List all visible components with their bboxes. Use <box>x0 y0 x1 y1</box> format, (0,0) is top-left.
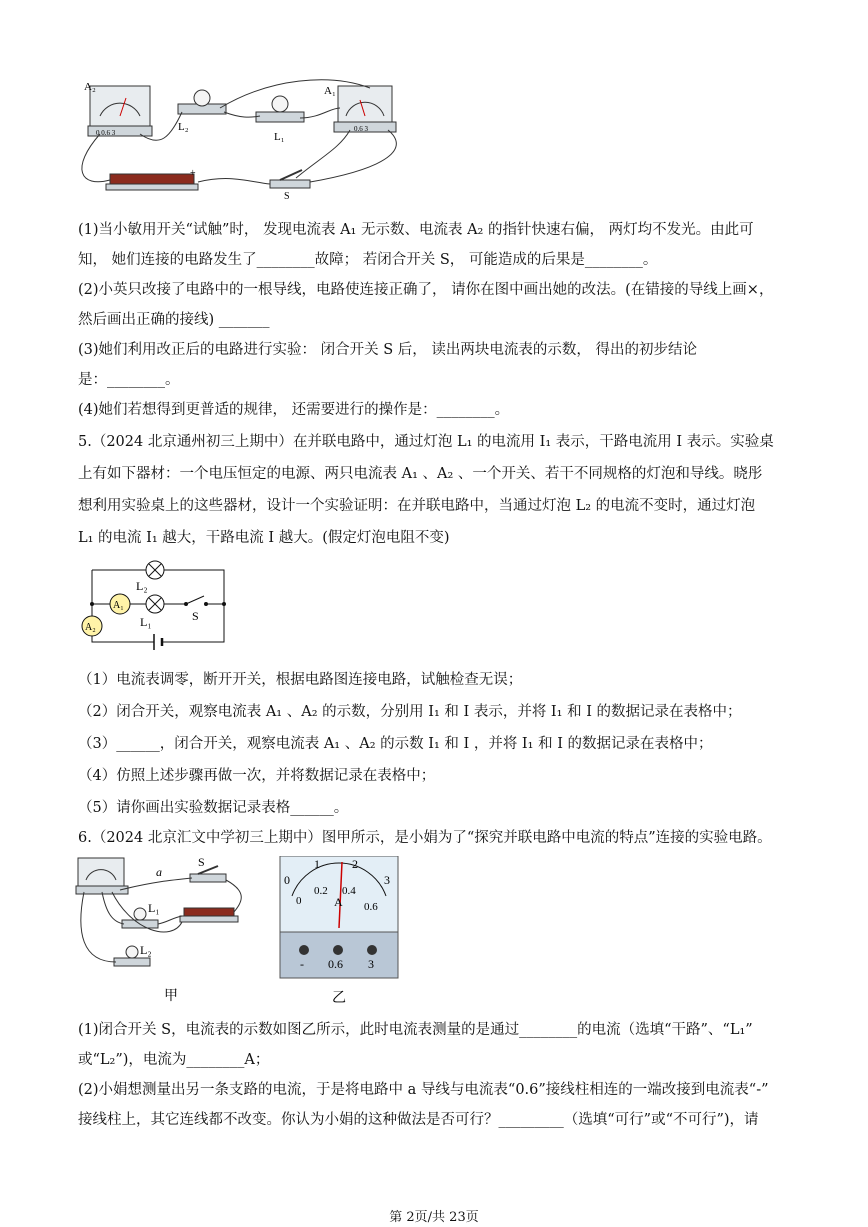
q5-line: 5.（2024 北京通州初三上期中）在并联电路中，通过灯泡 L₁ 的电流用 I₁ 表示，干路电流用 I 表示。实验桌 <box>78 434 774 450</box>
circuit-diagram-q5 <box>78 560 238 652</box>
label-a2: A₂ <box>84 81 96 93</box>
q5-line: 想利用实验桌上的这些器材，设计一个实验证明：在并联电路中，当通过灯泡 L₂ 的电流不变时，通过灯泡 <box>78 498 756 514</box>
scale-top: 2 <box>352 857 358 871</box>
q6-line: 或“L₂”)，电流为________A； <box>78 1052 270 1068</box>
label-l1: L₁ <box>140 615 152 629</box>
q4-line: (4)她们若想得到更普适的规律， 还需要进行的操作是：________。 <box>78 402 510 418</box>
q5-step: （2）闭合开关，观察电流表 A₁ 、A₂ 的示数，分别用 I₁ 和 I 表示，并将 I₁ 和 I 的数据记录在表格中； <box>78 704 742 720</box>
scale-bottom: 0 <box>296 895 302 907</box>
label-s: S <box>284 191 290 200</box>
q5-line: L₁ 的电流 I₁ 越大，干路电流 I 越大。(假定灯泡电阻不变) <box>78 530 450 546</box>
label-a1: A₁ <box>113 600 124 611</box>
label-l2: L₂ <box>136 579 148 593</box>
battery <box>106 174 198 190</box>
page-footer: 第 2页/共 23页 <box>389 1210 479 1225</box>
ammeter <box>76 858 128 894</box>
q4-line: (3)她们利用改正后的电路进行实验： 闭合开关 S 后， 读出两块电流表的示数， 得出的初步结论 <box>78 342 698 358</box>
a2-scale: 0 0.6 3 <box>96 129 116 137</box>
label-a2: A₂ <box>85 622 96 633</box>
caption-yi: 乙 <box>332 991 346 1006</box>
label-a: a <box>156 865 162 879</box>
label-a1: A₁ <box>324 85 336 97</box>
label-l1: L₁ <box>148 901 160 915</box>
switch-s <box>270 170 310 188</box>
label-s: S <box>198 855 205 869</box>
caption-jia: 甲 <box>164 989 178 1004</box>
scale-bottom: 0.2 <box>314 885 328 897</box>
label-l2: L₂ <box>140 943 152 957</box>
scale-bottom: 0.4 <box>342 885 356 897</box>
label-s: S <box>192 609 199 623</box>
lamp-l1 <box>146 595 164 613</box>
scale-bottom: 0.6 <box>364 901 378 913</box>
switch-s <box>190 866 226 882</box>
terminal-label: - <box>300 957 304 971</box>
label-plus: + <box>190 168 196 179</box>
q6-line: 接线柱上，其它连线都不改变。你认为小娟的这种做法是否可行？_________（选填“可行”或“不可行”)，请 <box>78 1112 759 1128</box>
q4-line: 然后画出正确的接线) _______ <box>78 312 270 328</box>
q5-step: （3）______，闭合开关，观察电流表 A₁ 、A₂ 的示数 I₁ 和 I ，并将 I₁ 和 I 的数据记录在表格中； <box>78 736 713 752</box>
scale-top: 1 <box>314 857 320 871</box>
battery <box>180 908 238 922</box>
circuit-photo-jia <box>72 852 252 1004</box>
q4-line: (1)当小敏用开关“试触”时， 发现电流表 A₁ 无示数、电流表 A₂ 的指针快速右偏， 两灯均不发光。由此可 <box>78 222 754 238</box>
label-l2: L₂ <box>178 121 189 133</box>
bulb-l2 <box>178 90 226 114</box>
label-l1: L₁ <box>274 131 285 143</box>
q6-line: (2)小娟想测量出另一条支路的电流，于是将电路中 a 导线与电流表“0.6”接线柱相连的一端改接到电流表“-” <box>78 1082 769 1098</box>
q6-title: 6.（2024 北京汇文中学初三上期中）图甲所示，是小娟为了“探究并联电路中电流的特点”连接的实验电路。 <box>78 830 772 846</box>
scale-top: 0 <box>284 873 290 887</box>
q6-line: (1)闭合开关 S，电流表的示数如图乙所示，此时电流表测量的是通过________的电流（选填“干路”、“L₁” <box>78 1022 753 1038</box>
a1-scale: 0.6 3 <box>354 125 368 133</box>
q5-step: （1）电流表调零，断开开关，根据电路图连接电路，试触检查无误； <box>78 672 523 688</box>
unit-label: A <box>334 895 343 909</box>
terminal-label: 0.6 <box>328 957 343 971</box>
q5-line: 上有如下器材：一个电压恒定的电源、两只电流表 A₁ 、A₂ 、一个开关、若干不同规格的灯泡和导线。晓彤 <box>78 466 763 482</box>
scale-top: 3 <box>384 873 390 887</box>
q4-line: (2)小英只改接了电路中的一根导线，电路使连接正确了， 请你在图中画出她的改法。(在错接的导线上画×， <box>78 282 774 298</box>
q5-step: （4）仿照上述步骤再做一次，并将数据记录在表格中； <box>78 768 436 784</box>
circuit-photo-top <box>70 78 420 200</box>
bulb-l1 <box>256 96 304 122</box>
lamp-l2 <box>146 561 164 579</box>
q4-line: 是：________。 <box>78 372 180 388</box>
terminal-label: 3 <box>368 957 374 971</box>
q5-step: （5）请你画出实验数据记录表格______。 <box>78 800 349 816</box>
ammeter-dial-yi <box>278 856 402 1006</box>
q4-line: 知， 她们连接的电路发生了________故障； 若闭合开关 S， 可能造成的后果是________。 <box>78 252 658 268</box>
